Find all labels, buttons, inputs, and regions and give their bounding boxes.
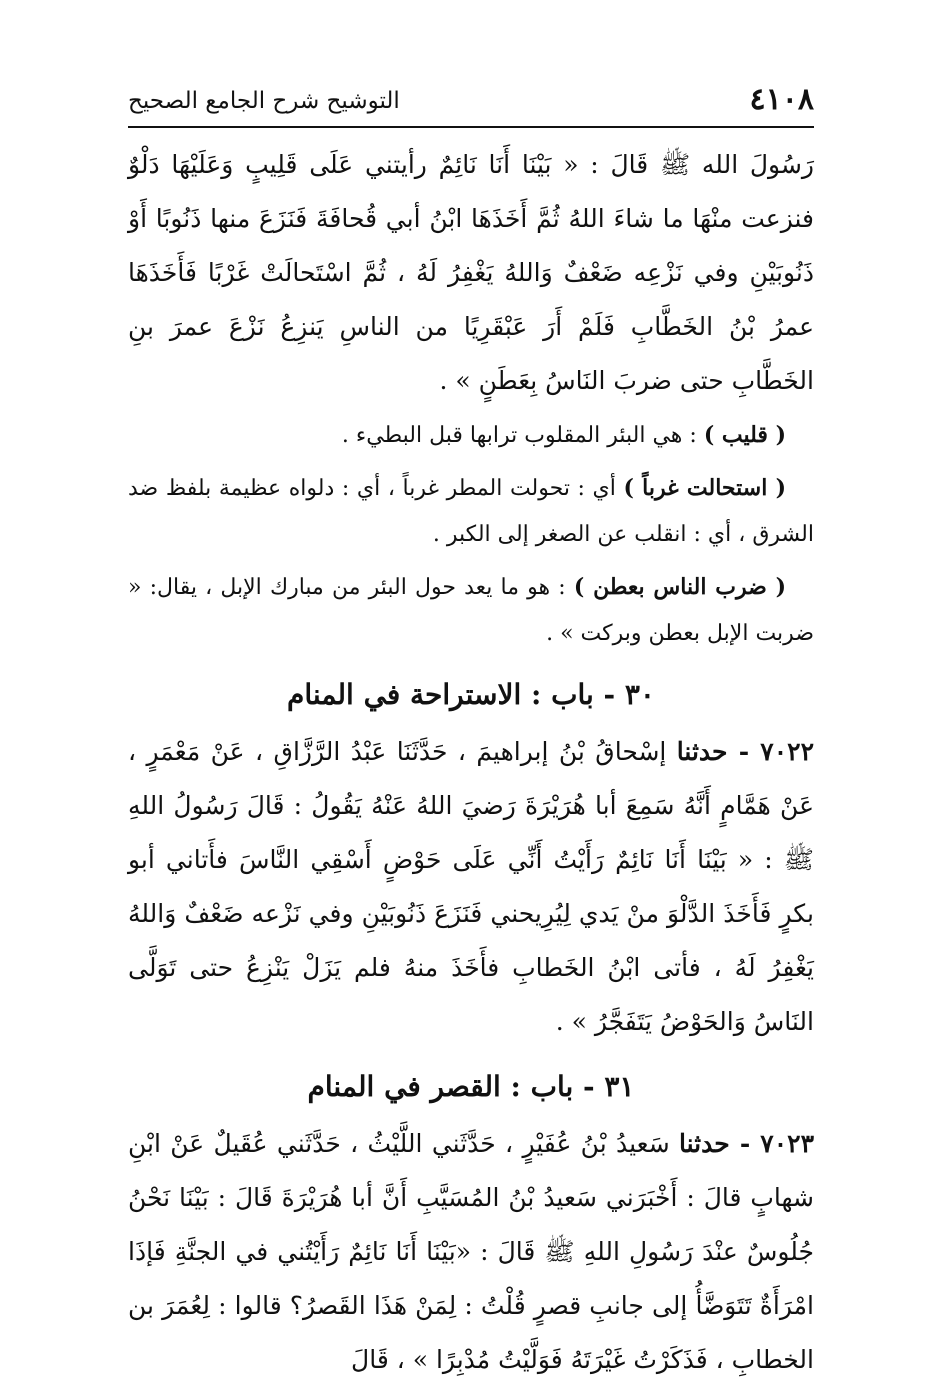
hadith-paragraph xyxy=(128,725,814,1049)
gloss-term: ( قليب ) xyxy=(703,422,786,448)
gloss-term: ( استحالت غرباً ) xyxy=(623,475,786,501)
page-number: ٤١٠٨ xyxy=(749,82,814,117)
running-header xyxy=(128,80,814,124)
hadith-text: إسْحاقُ بْنُ إبراهيمَ ، حَدَّثَنَا عَبْدُ الرَّزَّاقِ ، عَنْ مَعْمَرٍ ، عَنْ هَمَّامٍ أَنَّهُ سَمِعَ أبا هُرَيْرَةَ رَضيَ اللهُ عَنْهُ يَقُولُ : قَالَ رَسُولُ اللهِ ﷺ : « بَيْنَا أَنَا نَائِمٌ رَأَيْتُ أَنِّي عَلَى حَوْضٍ أَسْقِي النَّاسَ فأَتاني أبو بكرٍ فَأَخَذَ الدَّلْوَ منْ يَدي لِيُرِيحني فَنَزَعَ ذَنُوبَيْنِ وفي نَزْعه ضَعْفٌ وَاللهُ يَغْفِرُ لَهُ ، فأتى ابْنُ الخَطابِ فأَخَذَ منهُ فلم يَزَلْ يَنْزِعُ حتى تَوَلَّى النَاسُ وَالحَوْضُ يَتَفَجَّرُ » . xyxy=(128,737,814,1036)
gloss-term: ( ضرب الناس بعطن ) xyxy=(573,574,786,600)
page-body xyxy=(128,138,814,1387)
section-heading: ٣٠ - باب : الاستراحة في المنام xyxy=(287,678,655,711)
hadith-number: ٧٠٢٢ - xyxy=(738,737,814,766)
gloss-entry xyxy=(128,412,814,459)
hadith-intro: حدثنا xyxy=(679,1129,740,1158)
glosses xyxy=(128,412,814,657)
hadith-intro: حدثنا xyxy=(676,737,739,766)
gloss-text: : هي البئر المقلوب ترابها قبل البطيء . xyxy=(341,423,704,448)
hadith-paragraph xyxy=(128,1117,814,1387)
section-heading: ٣١ - باب : القصر في المنام xyxy=(307,1070,635,1103)
gloss-text: : هو ما يعد حول البئر من مبارك الإبل ، يقال: « ضربت الإبل بعطن وبركت » . xyxy=(128,575,814,646)
gloss-entry xyxy=(128,465,814,558)
intro-paragraph: رَسُولَ الله ﷺ قَالَ : « بَيْنَا أَنَا نَائِمٌ رأيتني عَلَى قَلِيبٍ وَعَلَيْهَا دَلْوٌ فنزعت منْهَا ما شاءَ اللهُ ثُمَّ أَخَذَهَا ابْنُ أبي قُحافَةَ فَنَزَعَ منها ذَنُوبًا أَوْ ذَنُوبَيْنِ وفي نَزْعِه ضَعْفٌ وَاللهُ يَغْفِرُ لَهُ ، ثُمَّ اسْتَحالَتْ غَرْبًا فَأَخَذَهَا عمرُ بْنُ الخَطَّابِ فَلَمْ أَرَ عَبْقَرِيًا من الناسِ يَنزِعُ نَزْعَ عمرَ بنِ الخَطَّابِ حتى ضربَ النَاسُ بِعَطَنٍ » . xyxy=(128,150,814,395)
hadith-text: سَعيدُ بْنُ عُفَيْرٍ ، حَدَّثَني اللَّيْثُ ، حَدَّثَني عُقَيلٌ عَنْ ابْنِ شهابٍ قالَ : أَخْبَرَني سَعيدُ بْنُ المُسَيَّبِ أَنَّ أبا هُرَيْرَةَ قَالَ : بَيْنَا نَحْنُ جُلُوسٌ عنْدَ رَسُولِ اللهِ ﷺ قَالَ : «بَيْنَا أَنَا نَائِمٌ رَأَيْتُني في الجنَّةِ فَإذَا امْرَأَةٌ تَتَوَضَّأُ إلى جانبِ قصرٍ قُلْتُ : لِمَنْ هَذَا القَصرُ؟ قالوا : لِعُمَرَ بن الخطابِ ، فَذَكَرْتُ غَيْرَتَهُ فَوَلَّيْتُ مُدْبِرًا » ، قَالَ xyxy=(128,1129,814,1374)
gloss-entry xyxy=(128,564,814,657)
header-rule xyxy=(128,126,814,128)
book-title: التوشيح شرح الجامع الصحيح xyxy=(128,88,400,114)
hadith-number: ٧٠٢٣ - xyxy=(739,1129,814,1158)
gloss-text: أي : تحولت المطر غرباً ، أي : دلواه عظيمة بلفظ ضد الشرق ، أي : انقلب عن الصغر إلى الكبر . xyxy=(128,476,814,547)
